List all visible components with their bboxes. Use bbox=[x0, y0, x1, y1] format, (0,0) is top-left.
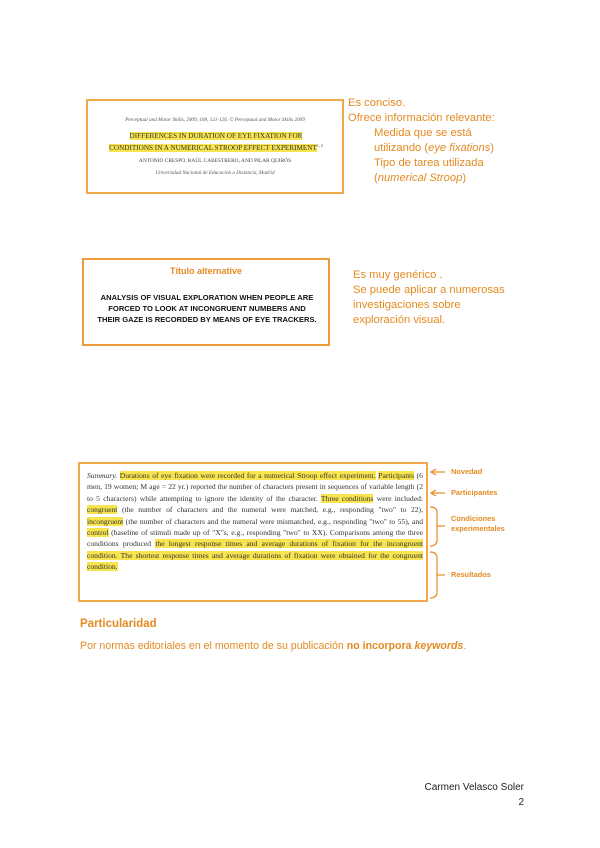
condiciones-bracket bbox=[430, 507, 437, 546]
comment-line: Se puede aplicar a numerosas bbox=[353, 284, 505, 296]
participants-highlight: Participants bbox=[378, 471, 415, 480]
novedad-arrowhead bbox=[431, 469, 436, 475]
summary-lead: Summary. bbox=[87, 471, 118, 480]
comment-line: Es muy genérico . bbox=[353, 269, 443, 281]
comment-line: Tipo de tarea utilizada bbox=[374, 157, 484, 169]
alt-title-comment bbox=[353, 268, 533, 328]
particularidad-text: Por normas editoriales en el momento de su publicación no incorpora keywords. bbox=[80, 640, 467, 652]
comment-line: Medida que se está bbox=[374, 127, 472, 139]
paper-authors: ANTONIO CRESPO, RAÚL CABESTRERO, AND PILAR QUIRÓS bbox=[138, 158, 292, 164]
results-highlight: the longest response times and average durations of fixation for the incongruent condition. The shortest response times and average durations of fixation were obtained for the congruent condition. bbox=[87, 539, 423, 572]
comment-line: utilizando (eye fixations) bbox=[374, 142, 495, 154]
alt-title-heading: Título alternative bbox=[169, 266, 242, 276]
paper-affiliation: Universidad Nacional de Educación a Distancia, Madrid bbox=[155, 170, 275, 176]
comment-emphasis: eye fixations bbox=[428, 142, 491, 154]
paper-header-box bbox=[86, 99, 344, 194]
title-comment bbox=[348, 96, 588, 186]
comment-line: Es conciso. bbox=[348, 97, 406, 109]
comment-emphasis: numerical Stroop bbox=[377, 172, 463, 184]
label-novedad: Novedad bbox=[451, 467, 483, 476]
summary-box bbox=[78, 462, 428, 602]
alt-title-text: ANALYSIS OF VISUAL EXPLORATION WHEN PEOPLE ARE FORCED TO LOOK AT INCONGRUENT NUMBERS AND THEIR GAZE IS RECORDED BY MEANS OF EYE TRACKERS. bbox=[97, 293, 317, 324]
congruent-highlight: congruent bbox=[87, 505, 118, 515]
particularidad-keywords: keywords bbox=[414, 640, 464, 652]
control-highlight: control bbox=[87, 528, 109, 538]
comment-line: Ofrece información relevante: bbox=[348, 112, 495, 124]
paper-title-line2: CONDITIONS IN A NUMERICAL STROOP EFFECT EXPERIMENT bbox=[109, 144, 317, 153]
participantes-arrowhead bbox=[431, 490, 436, 496]
title-footnote-mark: 1, 2 bbox=[316, 143, 323, 148]
particularidad-bold: no incorpora bbox=[346, 640, 415, 652]
particularidad-heading: Particularidad bbox=[80, 618, 157, 630]
footer-author: Carmen Velasco Soler bbox=[424, 782, 524, 793]
label-participantes: Participantes bbox=[451, 488, 498, 497]
paper-title-line1: DIFFERENCES IN DURATION OF EYE FIXATION FOR bbox=[129, 132, 303, 140]
incongruent-highlight: incongruent bbox=[87, 516, 124, 526]
alt-title-box bbox=[82, 258, 330, 346]
conditions-highlight: Three conditions bbox=[320, 493, 374, 503]
label-condiciones: Condiciones experimentales bbox=[451, 514, 505, 533]
label-resultados: Resultados bbox=[451, 570, 491, 579]
resultados-bracket bbox=[430, 552, 437, 598]
novelty-highlight: Durations of eye fixation were recorded for a numerical Stroop effect experiment. bbox=[119, 471, 376, 480]
journal-citation: Perceptual and Motor Skills, 2009, 108, 121-126. © Perceptual and Motor Skills 2009 bbox=[125, 117, 305, 123]
paper-title bbox=[92, 132, 340, 153]
comment-line: exploración visual. bbox=[353, 314, 446, 326]
summary-text: Summary. Durations of eye fixation were recorded for a numerical Stroop effect experiment. Participants (6 men, 19 women; M age = 22 yr.) reported the number of characters present in sequences of variable length (2 to 5 characters) while attempting to ignore the identity of the character. Three conditions were included: congruent (the number of characters and the numeral were matched, e.g., responding "two" to 22), incongruent (the number of characters and the numeral were mismatched, e.g., responding "two" to 55), and control (baseline of stimuli made up of "X"s, e.g., responding "two" to XX). Comparisons among the three conditions produced the longest response times and average durations of fixation for the incongruent condition. The shortest response times and average durations of fixation were obtained for the congruent condition. bbox=[87, 471, 423, 572]
comment-line: investigaciones sobre bbox=[353, 299, 461, 311]
comment-line: (numerical Stroop) bbox=[374, 172, 467, 184]
page-number: 2 bbox=[518, 797, 524, 808]
